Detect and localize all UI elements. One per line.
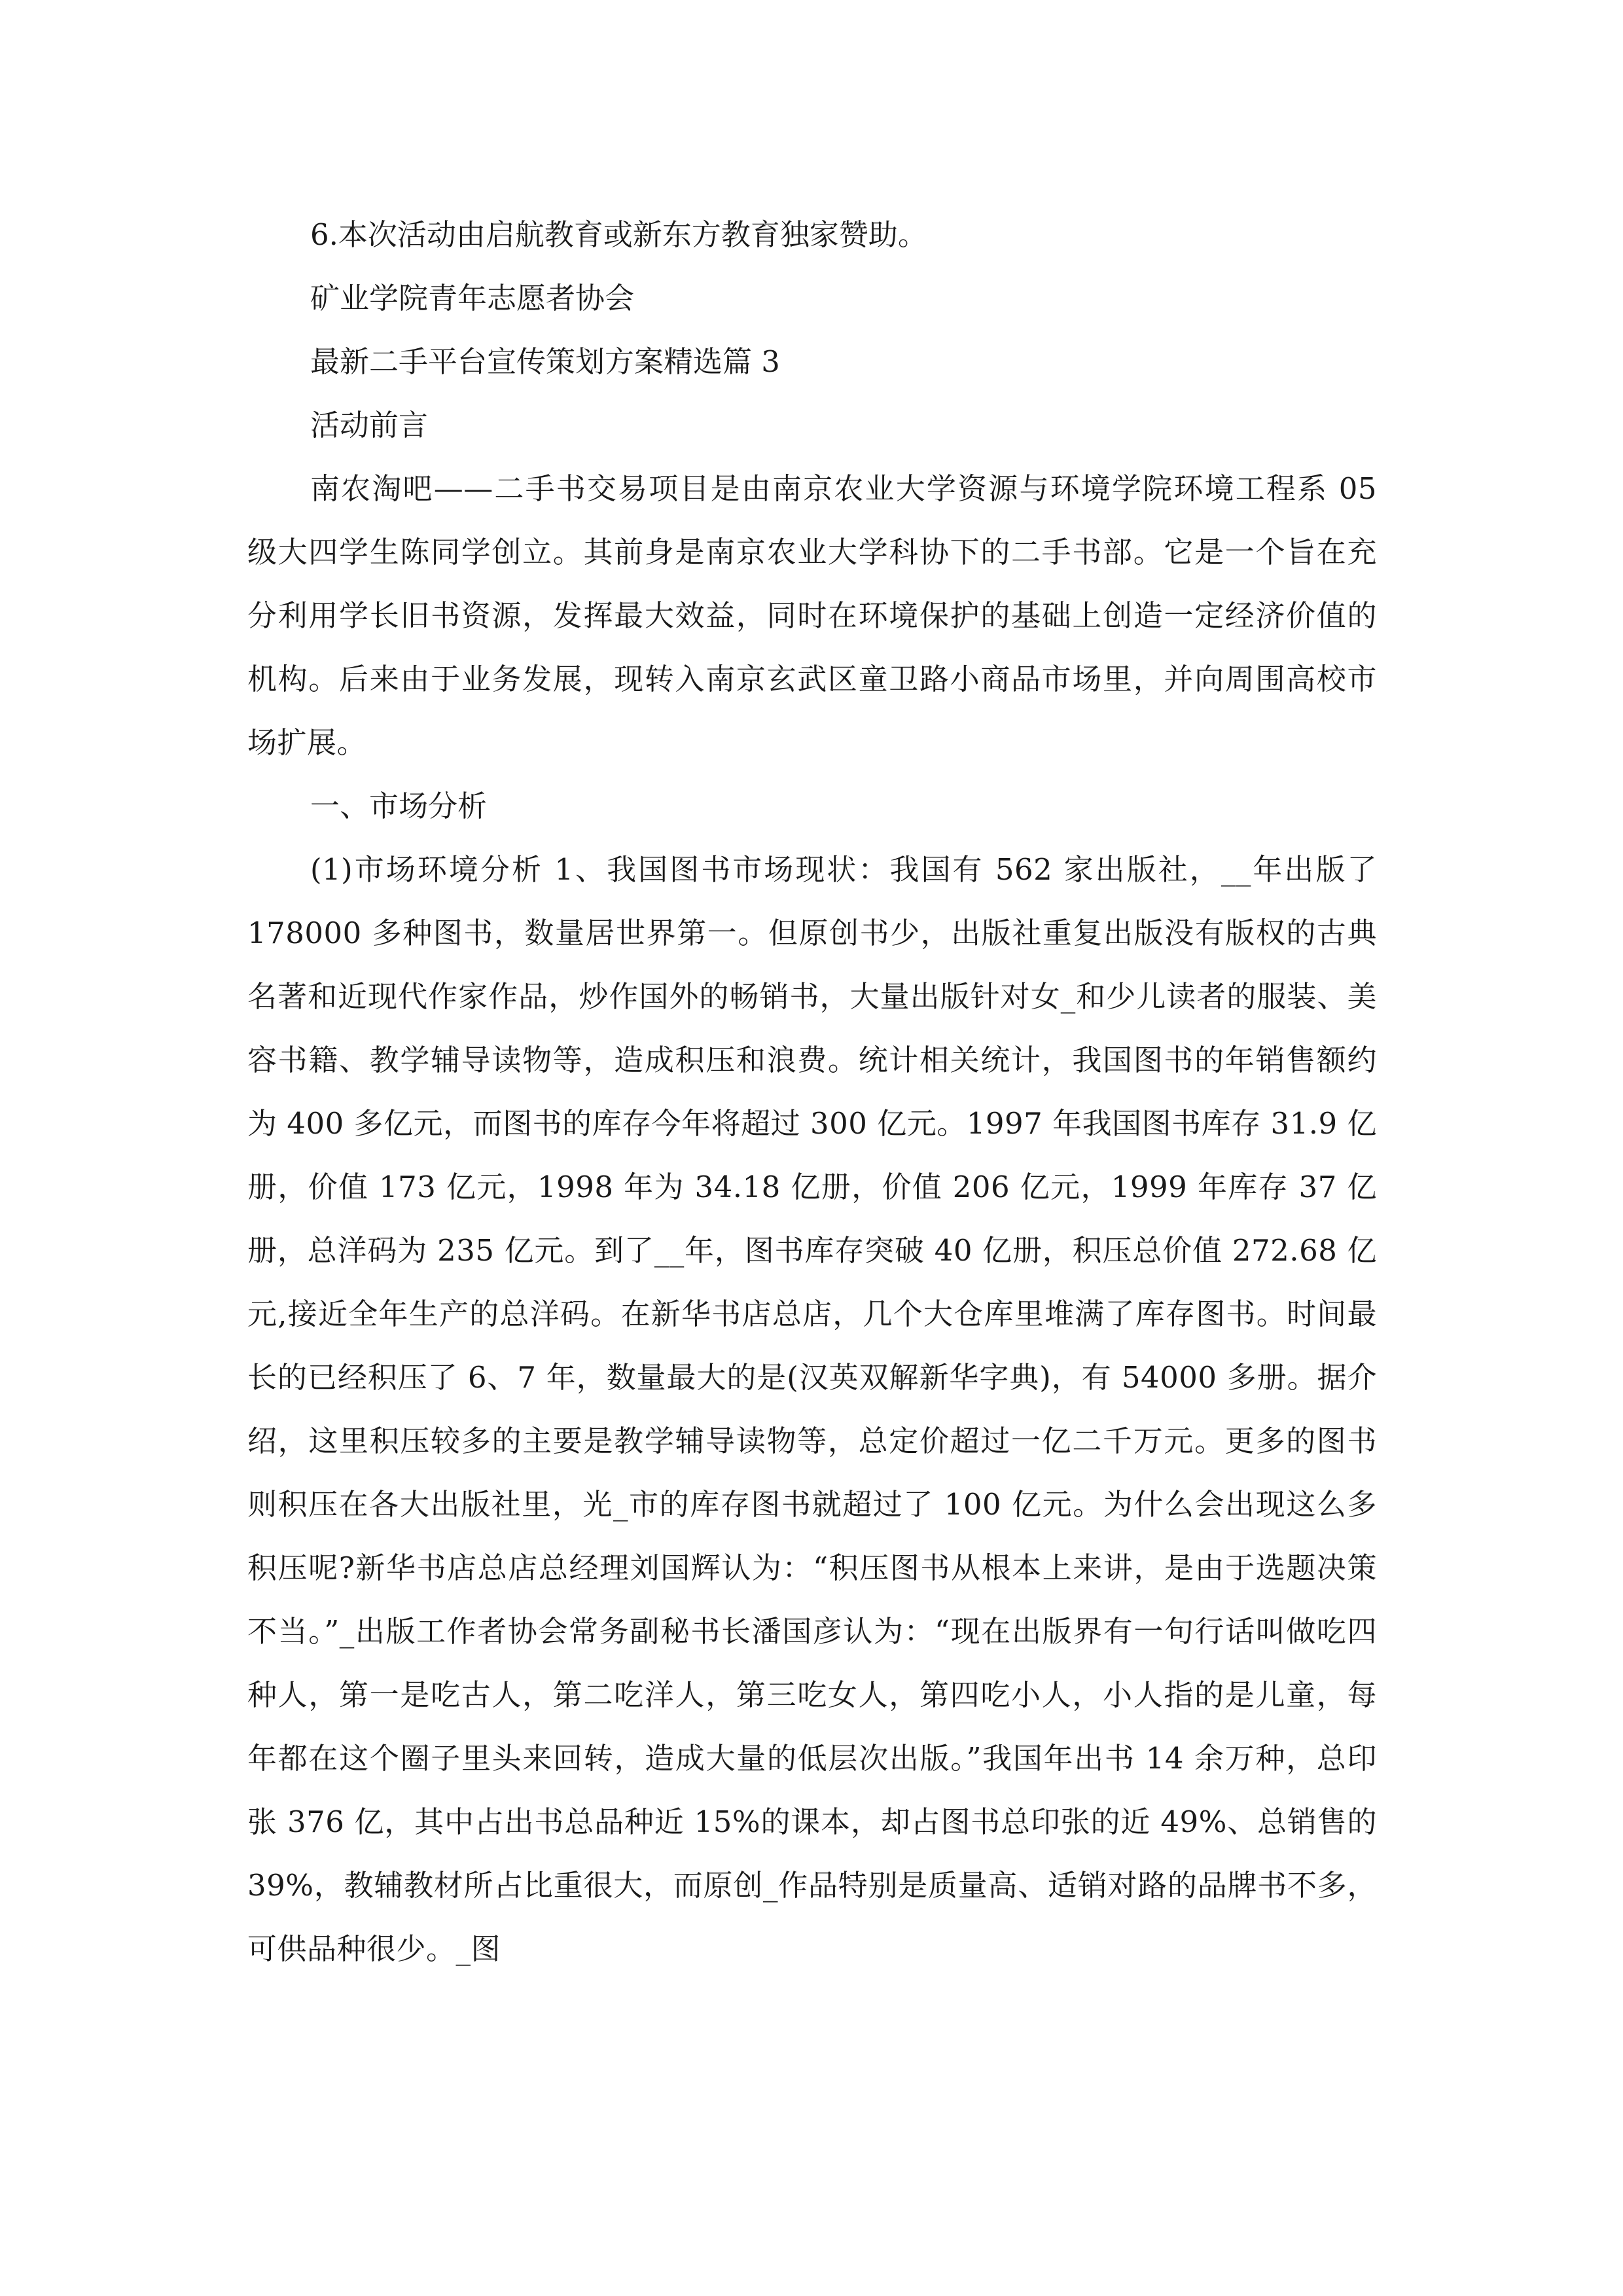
section-title-preface: 活动前言 bbox=[310, 408, 429, 442]
intro-paragraph: 南农淘吧——二手书交易项目是由南京农业大学资源与环境学院环境工程系 05 级大四学生陈同学创立。其前身是南京农业大学科协下的二手书部。它是一个旨在充分利用学长旧书资源，发挥最大效益，同时在环境保护的基础上创造一定经济价值的机构。后来由于业务发展，现转入南京玄武区童卫路小商品市场里，并向周围高校市场扩展。 bbox=[247, 471, 1377, 760]
organizer-line: 矿业学院青年志愿者协会 bbox=[310, 281, 635, 315]
document-body bbox=[247, 203, 1377, 1981]
article-title: 最新二手平台宣传策划方案精选篇 3 bbox=[310, 344, 780, 379]
section-heading-market-analysis: 一、市场分析 bbox=[310, 789, 488, 823]
market-analysis-paragraph: (1)市场环境分析 1、我国图书市场现状：我国有 562 家出版社，__年出版了 178000 多种图书，数量居世界第一。但原创书少，出版社重复出版没有版权的古典名著和近现代作家作品，炒作国外的畅销书，大量出版针对女_和少儿读者的服装、美容书籍、教学辅导读物等，造成积压和浪费。统计相关统计，我国图书的年销售额约为 400 多亿元，而图书的库存今年将超过 300 亿元。1997 年我国图书库存 31.9 亿册，价值 173 亿元，1998 年为 34.18 亿册，价值 206 亿元，1999 年库存 37 亿册，总洋码为 235 亿元。到了__年，图书库存突破 40 亿册，积压总价值 272.68 亿元,接近全年生产的总洋码。在新华书店总店，几个大仓库里堆满了库存图书。时间最长的已经积压了 6、7 年，数量最大的是(汉英双解新华字典)，有 54000 多册。据介绍，这里积压较多的主要是教学辅导读物等，总定价超过一亿二千万元。更多的图书则积压在各大出版社里，光_市的库存图书就超过了 100 亿元。为什么会出现这么多积压呢?新华书店总店总经理刘国辉认为：“积压图书从根本上来讲，是由于选题决策不当。”_出版工作者协会常务副秘书长潘国彦认为：“现在出版界有一句行话叫做吃四种人，第一是吃古人，第二吃洋人，第三吃女人，第四吃小人，小人指的是儿童，每年都在这个圈子里头来回转，造成大量的低层次出版。”我国年出书 14 余万种，总印张 376 亿，其中占出书总品种近 15%的课本，却占图书总印张的近 49%、总销售的 39%，教辅教材所占比重很大，而原创_作品特别是质量高、适销对路的品牌书不多，可供品种很少。_图 bbox=[247, 852, 1377, 1966]
sponsor-line: 6.本次活动由启航教育或新东方教育独家赞助。 bbox=[310, 217, 927, 252]
